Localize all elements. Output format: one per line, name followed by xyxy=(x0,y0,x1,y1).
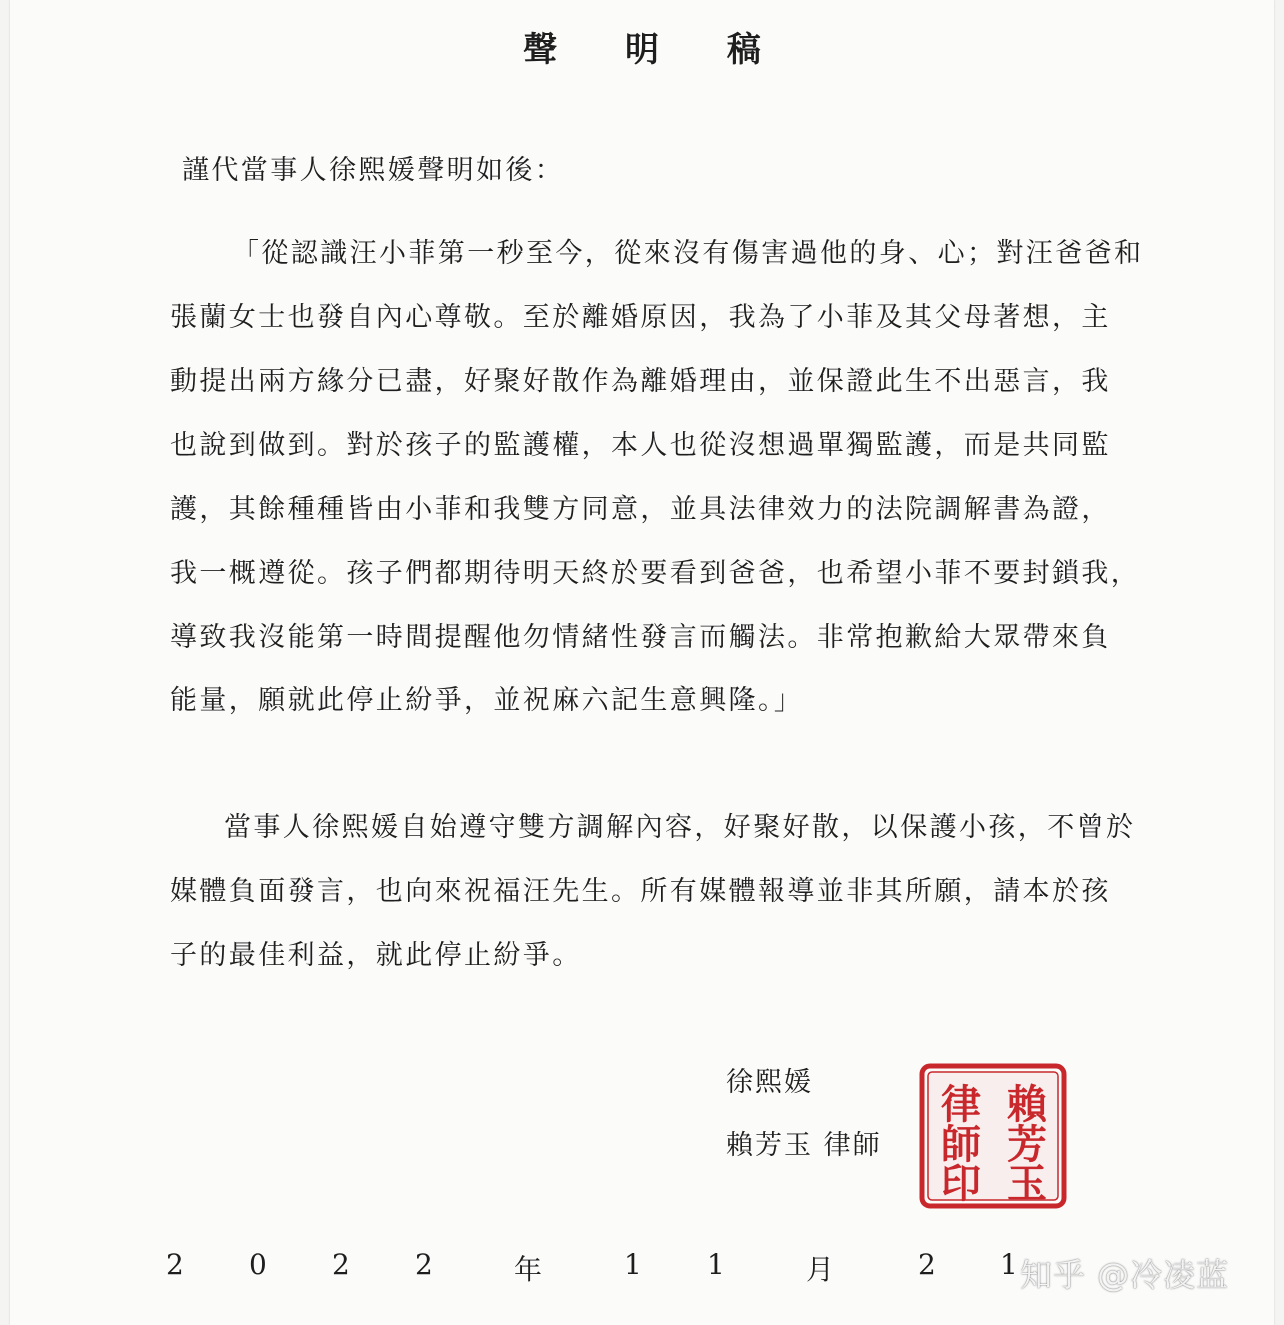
quote-line: 護，其餘種種皆由小菲和我雙方同意，並具法律效力的法院調解書為證， xyxy=(170,494,1111,525)
date-unit: 月 xyxy=(806,1253,835,1286)
date-digit: 1 xyxy=(624,1248,642,1281)
date-digit: 2 xyxy=(332,1248,350,1281)
seal-char: 師 xyxy=(941,1121,981,1168)
quote-line: 動提出兩方緣分已盡，好聚好散作為離婚理由，並保證此生不出惡言，我 xyxy=(170,366,1111,397)
seal-char: 律 xyxy=(941,1081,981,1128)
closing-line: 子的最佳利益，就此停止紛爭。 xyxy=(170,940,582,971)
quote-line: 導致我沒能第一時間提醒他勿情緒性發言而觸法。非常抱歉給大眾帶來負 xyxy=(170,622,1111,653)
lawyer-seal-stamp xyxy=(919,1063,1067,1209)
date-digit: 2 xyxy=(918,1248,936,1281)
date-digit: 2 xyxy=(166,1248,184,1281)
zhihu-watermark: 知乎 @冷凌蓝 xyxy=(1020,1256,1230,1294)
seal-char: 玉 xyxy=(1007,1160,1047,1207)
date-digit: 0 xyxy=(249,1248,267,1281)
quote-line: 我一概遵從。孩子們都期待明天終於要看到爸爸，也希望小菲不要封鎖我， xyxy=(170,558,1141,589)
seal-char: 芳 xyxy=(1007,1121,1047,1168)
date-unit: 年 xyxy=(514,1253,543,1286)
salutation-line: 謹代當事人徐熙媛聲明如後： xyxy=(182,155,565,186)
closing-line: 當事人徐熙媛自始遵守雙方調解內容，好聚好散，以保護小孩，不曾於 xyxy=(224,812,1136,843)
date-digit: 2 xyxy=(415,1248,433,1281)
seal-char: 賴 xyxy=(1007,1081,1047,1128)
statement-document xyxy=(10,0,1274,1325)
signature-client: 徐熙媛 xyxy=(726,1067,813,1098)
quote-line: 能量，願就此停止紛爭，並祝麻六記生意興隆。」 xyxy=(170,685,804,716)
date-digit: 1 xyxy=(1000,1248,1018,1281)
date-digit: 1 xyxy=(707,1248,725,1281)
signature-lawyer: 賴芳玉 律師 xyxy=(726,1130,882,1161)
seal-char: 印 xyxy=(941,1160,981,1207)
quote-line: 「從認識汪小菲第一秒至今，從來沒有傷害過他的身、心；對汪爸爸和 xyxy=(232,238,1144,269)
quote-line: 也說到做到。對於孩子的監護權，本人也從沒想過單獨監護，而是共同監 xyxy=(170,430,1111,461)
document-title: 聲 明 稿 xyxy=(523,30,789,70)
quote-line: 張蘭女士也發自內心尊敬。至於離婚原因，我為了小菲及其父母著想，主 xyxy=(170,302,1111,333)
closing-line: 媒體負面發言，也向來祝福汪先生。所有媒體報導並非其所願，請本於孩 xyxy=(170,876,1111,907)
